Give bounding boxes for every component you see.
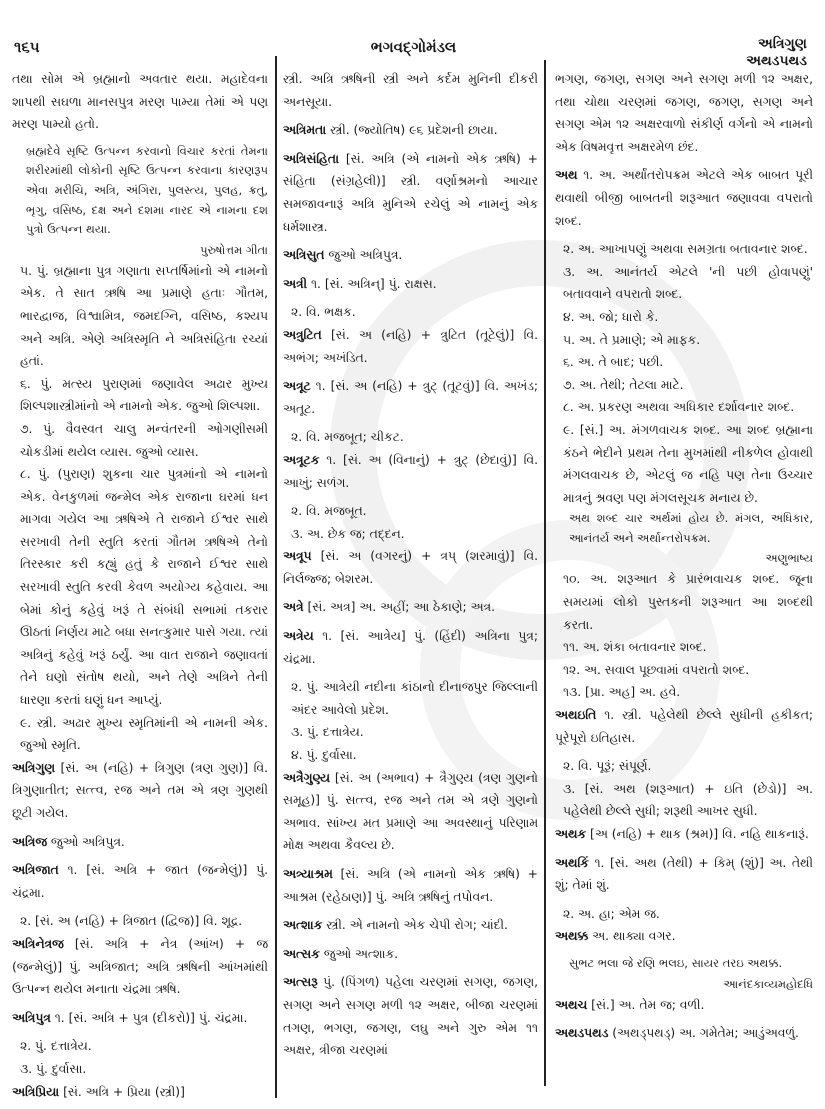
entry-headword: અત્રિગુણ — [12, 760, 56, 775]
entry-headword: અથક — [555, 827, 587, 841]
citation-quote: અથ શબ્દ ચાર અર્થમાં હોય છે. મંગલ, અધિકાર, આનંતર્ય અને અર્થાન્તરોપક્રમ. — [569, 511, 813, 545]
entry-definition: પું. (પિંગળ) પહેલા ચરણમાં સગણ, જગણ, સગણ અને સગણ મળી ૧૨ અક્ષર, બીજા ચરણમાં તગણ, ભગણ, જગણ, લઘુ અને ગુરુ એમ ૧૧ અક્ષર, ત્રીજા ચરણમાં — [283, 975, 538, 1058]
entry-headword: અત્સક — [283, 946, 320, 961]
entry-sense: ૯. [સં.] અ. મંગળવાચક શબ્દ. આ શબ્દ બ્રહ્માના કંઠને ભેદીને પ્રથમ તેના મુખમાંથી નીકળેલ હોવાથી મંગલવાચક છે, એટલું જ નહિ પણ તેના ઉચ્ચાર માત્રનું શ્રવણ પણ મંગલસૂચક મનાય છે. — [563, 422, 813, 505]
entry-headword: અત્રિસુત — [283, 248, 325, 263]
entry-headword: અત્રૂટ — [283, 379, 311, 394]
entry-sense: ૨. પું. આત્રેયી નદીના કાંઠાનો દીનાજપુર જિલ્લાની અંદર આવેલો પ્રદેશ. — [291, 680, 538, 717]
entry-sense: ૩. પું. દુર્વાસા. — [20, 1061, 87, 1076]
guide-word-last: અથડપથડ — [746, 53, 807, 69]
citation-source: અણુભાષ્ય — [765, 551, 813, 566]
entry-sense: ૮. અ. પ્રકરણ અથવા અધિકાર દર્શાવનાર શબ્દ. — [563, 400, 795, 415]
column-divider — [544, 60, 546, 1086]
entry-definition: સ્ત્રી. (જ્યોતિષ) ૯૬ પ્રદેશની છાયા. — [330, 123, 498, 138]
entry-sense: ૧૦. અ. શરૂઆત કે પ્રારંભવાચક શબ્દ. જૂના સમયમાં લોકો પુસ્તકની શરૂઆત આ શબ્દથી કરતા. — [563, 572, 813, 632]
entry-headword: અત્રિપ્રિયા — [12, 1084, 60, 1099]
entry-headword: અત્સરૂ — [283, 975, 318, 990]
entry-definition: ૧. [સં. અ (નહિ) + ત્રુટ્ (તૂટવું)] વિ. અખંડ; અતૂટ. — [283, 379, 538, 416]
entry-definition: [સં. અ (નહિ) + ત્રિગુણ (ત્રણ ગુણ)] વિ. ત્રિગુણાતીત; સત્ત્વ, રજ અને તમ એ ત્રણ ગુણથી છૂટી ગયેલ. — [12, 760, 268, 820]
entry-definition: જુઓ અત્રિપુત્ર. — [50, 834, 125, 849]
dictionary-entry — [555, 1022, 813, 1045]
entry-definition: ૧. [સં. અથ (તેથી) + કિમ્ (શું)] અ. તેથી શું; તેમાં શું. — [555, 855, 813, 893]
dictionary-entry — [555, 68, 813, 158]
entry-sense: ૩. પું. દત્તાત્રેય. — [291, 725, 364, 740]
citation-source: આનંદકાવ્યમહોદધિ — [723, 976, 813, 991]
entry-definition: [સં.] અ. તેમ જ; વળી. — [591, 997, 705, 1012]
entry-definition: ૧. અ. અર્થાંતરોપક્રમ એટલે એક બાબત પૂરી થવાથી બીજી બાબતની શરૂઆત જણાવવા વપરાતો શબ્દ. — [555, 168, 813, 228]
entry-headword: અત્રેય — [283, 629, 314, 644]
dictionary-entry — [555, 823, 813, 846]
citation-quote: સુભટ ભલા જે રણિ ભલઇ, સાયર તરઇ અથક્ક. — [569, 955, 783, 970]
entry-headword: અત્રૂટક — [283, 452, 320, 467]
entry-sense: ૧૧. અ. શંકા બતાવનાર શબ્દ. — [563, 640, 707, 655]
entry-sense: ૮. પું. (પુરાણ) શુકના ચાર પુત્રમાંનો એ નામનો એક. વેનકુળમાં જન્મેલ એક રાજાના ઘરમાં ધન માગવા ગયેલ આ ઋષિએ તે રાજાને ઈશ્વર સાથે સરખાવી તેની સ્તુતિ કરતાં ગૌતમ ઋષિએ તેનો તિરસ્કાર કરી કહ્યું હતું કે રાજાને ઈશ્વર સાથે સરખાવી સ્તુતિ કરવી કેવળ અયોગ્ય કહેવાય. આ બેમાં કોનું કહેવું ખરૂં તે સંબંધી સભામાં તકરાર ઊઠતાં નિર્ણય માટે બધા સનત્કુમાર પાસે ગયા. ત્યાં અત્રિનું કહેવું ખરૂં ઠર્યું. આ વાત રાજાને જણાવતાં તેને ઘણો સંતોષ થયો, અને તેણે અત્રિને તેની ધારણા કરતાં ઘણું ધન આપ્યું. — [20, 467, 268, 708]
entry-headword: અત્રિપુત્ર — [12, 1010, 51, 1025]
guide-word-first: અત્રિગુણ — [758, 36, 807, 52]
dictionary-entry — [555, 925, 813, 948]
entry-definition: અ. થાક્યા વગર. — [592, 929, 676, 944]
page-header — [12, 36, 815, 69]
entry-headword: અત્રિનેત્રજ — [12, 936, 64, 951]
entry-definition: [સં. અ (અભાવ) + ત્રૈગુણ્ય (ત્રણ ગુણનો સમૂહ)] પું. સત્ત્વ, રજ અને તમ એ ત્રણે ગુણનો અભાવ. સાંખ્ય મત પ્રમાણે આ અવસ્થાનું પરિણામ મોક્ષ અથવા કૈવલ્ય છે. — [283, 770, 538, 853]
entry-sense: ૨. [સં. અ (નહિ) + ત્રિજાત (દ્વિજ)] વિ. શૂદ્ર. — [20, 914, 243, 929]
entry-headword: અત્રુટિત — [283, 327, 322, 342]
entry-headword: અથઇતિ — [555, 708, 597, 723]
dictionary-entry — [283, 375, 538, 420]
entry-headword: અથડપથડ — [555, 1026, 609, 1041]
column-divider — [275, 56, 277, 1098]
entry-sense: ૩. [સં. અથ (શરૂઆત) + ઇતિ (છેડો)] અ. પહેલેથી છેલ્લે સુધી; શરૂથી આખર સુધી. — [563, 781, 813, 819]
dictionary-entry — [283, 943, 538, 966]
entry-headword: અથક્ક — [555, 929, 589, 944]
dictionary-entry — [12, 859, 268, 904]
dictionary-entry — [283, 244, 538, 267]
entry-headword: અત્રી — [283, 276, 308, 291]
entry-headword: અત્ર્યાશ્રમ — [283, 867, 333, 881]
entry-sense: ૭. અ. તેથી; તેટલા માટે. — [563, 377, 684, 392]
entry-definition: [અ (નહિ) + થાક (શ્રમ)] વિ. નહિ થાકનારૂં. — [590, 827, 809, 841]
citation-quote: બ્રહ્મદેવે સૃષ્ટિ ઉત્પન્ન કરવાનો વિચાર કરતાં તેમના શરીરમાંથી લોકોની સૃષ્ટિ ઉત્પન્ન કરવાના કારણરૂપ એવા મરીચિ, અત્રિ, અંગિરા, પુલસ્ત્ય, પુલહ, ક્રતુ, ભૃગુ, વસિષ્ઠ, દક્ષ અને દશમા નારદ એ નામના દશ પુત્રો ઉત્પન્ન થયા. — [26, 143, 268, 237]
column-3 — [555, 68, 813, 1051]
entry-definition: ૧. [સં. અત્રિન્] પું. રાક્ષસ. — [310, 276, 437, 291]
dictionary-entry — [555, 852, 813, 897]
dictionary-entry — [283, 767, 538, 857]
dictionary-entry — [555, 994, 813, 1017]
entry-headword: અથ — [555, 168, 578, 183]
entry-headword: અત્રૈગુણ્ય — [283, 770, 330, 785]
entry-sense: ૩. અ. આનંતર્ય એટલે 'ની પછી હોવાપણું' બતાવવાને વપરાતો શબ્દ. — [563, 264, 813, 302]
dictionary-entry — [555, 704, 813, 749]
dictionary-entry — [12, 831, 268, 854]
entry-sense: ૩. અ. છેક જ; તદ્દન. — [291, 526, 405, 541]
entry-sense: ૬. અ. તે બાદ; પછી. — [563, 355, 664, 370]
entry-sense: ૪. પું. દુર્વાસા. — [291, 748, 357, 763]
entry-definition: [સં. અ (વગરનું) + ત્રપ્ (શરમાવું)] વિ. નિર્લજ્જ; બેશરમ. — [283, 549, 538, 586]
dictionary-entry — [12, 757, 268, 825]
dictionary-entry — [12, 1081, 268, 1104]
entry-sense: ૧૨. અ. સવાલ પૂછવામાં વપરાતો શબ્દ. — [563, 662, 750, 677]
entry-headword: અત્રિજ — [12, 834, 47, 849]
entry-definition: તથા સોમ એ બ્રહ્માનો અવતાર થયા. મહાદેવના શાપથી સઘળા માનસપુત્ર મરણ પામ્યા તેમાં એ પણ મરણ પામ્યો હતો. — [12, 72, 268, 132]
entry-headword: અત્શાક — [283, 918, 323, 933]
entry-headword: અત્રે — [283, 600, 304, 615]
entry-definition: [સં. અત્રિ + પ્રિયા (સ્ત્રી)] — [63, 1084, 185, 1099]
entry-sense: ૨. વિ. મજબૂત; ચીકટ. — [291, 430, 404, 445]
column-1 — [12, 68, 268, 1109]
dictionary-entry — [283, 148, 538, 238]
entry-definition: જુઓ અત્રિપુત્ર. — [328, 248, 403, 263]
entry-headword: અત્રિમતા — [283, 123, 327, 138]
entry-definition: ૧. સ્ત્રી. પહેલેથી છેલ્લે સુધીની હકીકત; પૂરેપૂરો ઇતિહાસ. — [555, 708, 813, 745]
dictionary-entry — [283, 863, 538, 908]
guide-words — [746, 36, 807, 70]
dictionary-entry — [283, 273, 538, 296]
entry-headword: અત્રિજાત — [12, 863, 59, 878]
entry-sense: ૧૩. [પ્રા. અહ] અ. હવે. — [563, 685, 681, 700]
entry-definition: ૧. [સં. આત્રેય] પું. (હિંદી) અત્રિના પુત્ર; ચંદ્રમા. — [283, 629, 538, 666]
entry-headword: અથકિં — [555, 855, 589, 870]
dictionary-entry — [283, 625, 538, 670]
entry-definition: ૧. [સં. અત્રિ + જાત (જન્મેલું)] પું. ચંદ્રમા. — [12, 863, 269, 900]
entry-definition: ૧. [સં. અ (વિનાનું) + ત્રુટ્ (છેદાવું)] વિ. આખું; સળંગ. — [283, 452, 538, 490]
dictionary-entry — [12, 68, 268, 136]
entry-definition: [સં. અત્રિ + નેત્ર (આંખ) + જ (જન્મેલું)] પું. અત્રિજાત; અત્રિ ઋષિની આંખમાંથી ઉત્પન્ન થયેલ મનાતા ચંદ્રમા ઋષિ. — [12, 936, 268, 997]
dictionary-entry — [283, 545, 538, 590]
dictionary-entry — [283, 596, 538, 619]
entry-definition: સ્ત્રી. એ નામનો એક ચેપી રોગ; ચાંદી. — [326, 918, 508, 933]
entry-sense: ૯. સ્ત્રી. અઢાર મુખ્ય સ્મૃતિમાંની એ નામની એક. જુઓ સ્મૃતિ. — [20, 715, 268, 753]
column-2 — [283, 68, 538, 1068]
dictionary-entry — [283, 971, 538, 1061]
entry-sense: ૨. વિ. ભક્ષક. — [291, 305, 356, 320]
entry-sense: ૨. પું. દત્તાત્રેય. — [20, 1039, 92, 1054]
entry-definition: જુઓ અત્શાક. — [323, 946, 399, 961]
entry-sense: ૨. અ. આખાપણું અથવા સમગ્રતા બતાવનાર શબ્દ. — [563, 242, 808, 257]
entry-definition: [સં. અત્રિ (એ નામનો એક ઋષિ) + સંહિતા (સંગ્રહેલી)] સ્ત્રી. વર્ણાશ્રમનો આચાર સમજાવનારૂં અત્રિ મુનિએ રચેલું એ નામનું એક ધર્મશાસ્ત્ર. — [283, 151, 538, 234]
running-title: ભગવદ્ગોમંડલ — [370, 38, 457, 56]
dictionary-entry — [283, 324, 538, 369]
entry-definition: [સં. અત્રિ (એ નામનો એક ઋષિ) + આશ્રમ (રહેઠાણ)] પું. અત્રિ ઋષિનું તપોવન. — [283, 867, 538, 904]
page-number: ૧૬૫ — [14, 38, 40, 56]
dictionary-entry — [283, 914, 538, 937]
dictionary-entry — [12, 933, 268, 1001]
dictionary-entry — [283, 119, 538, 142]
entry-definition: ભગણ, જગણ, સગણ અને સગણ મળી ૧૨ અક્ષર, તથા ચોથા ચરણમાં જગણ, જગણ, સગણ અને સગણ એમ ૧૨ અક્ષરવાળો સંકીર્ણ વર્ગનો એ નામનો એક વિષમવૃત્ત અક્ષરમેળ છંદ. — [555, 72, 813, 154]
entry-sense: ૨. વિ. મજબૂત. — [291, 504, 367, 519]
dictionary-entry — [283, 68, 538, 113]
entry-sense: ૪. અ. જો; ધારો કે. — [563, 309, 659, 324]
entry-definition: [સં. અત્ર] અ. અહીં; આ ઠેકાણે; અત્ર. — [307, 600, 495, 615]
dictionary-entry — [12, 1007, 268, 1030]
entry-headword: અત્રૂપ — [283, 549, 312, 564]
dictionary-entry — [283, 449, 538, 494]
entry-sense: ૬. પું. મત્સ્ય પુરાણમાં જણાવેલ અઢાર મુખ્ય શિલ્પશાસ્ત્રીમાંનો એ નામનો એક. જુઓ શિલ્પશા. — [20, 376, 268, 414]
entry-definition: [સં. અ (નહિ) + ત્રુટિત (તૂટેલું)] વિ. અભંગ; અખંડિત. — [283, 327, 538, 365]
entry-sense: ૨. અ. હા; એમ જ. — [563, 906, 660, 921]
entry-definition: સ્ત્રી. અત્રિ ઋષિની સ્ત્રી અને કર્દમ મુનિની દીકરી અનસૂયા. — [283, 72, 538, 109]
entry-definition: (અથડ્પથડ્) અ. ગમેતેમ; આડુંઅવળું. — [612, 1026, 799, 1041]
entry-headword: અથચ — [555, 997, 588, 1012]
dictionary-entry — [555, 164, 813, 232]
entry-definition: ૧. [સં. અત્રિ + પુત્ર (દીકરો)] પું. ચંદ્રમા. — [54, 1010, 248, 1025]
entry-sense: ૨. વિ. પૂરૂં; સંપૂર્ણ. — [563, 759, 652, 774]
entry-headword: અત્રિસંહિતા — [283, 151, 339, 166]
entry-sense: ૫. પું. બ્રહ્માના પુત્ર ગણાતા સપ્તર્ષિમાંનો એ નામનો એક. તે સાત ઋષિ આ પ્રમાણે હતાઃ ગૌતમ, ભારદ્વાજ, વિશ્વામિત્ર, જમદગ્નિ, વસિષ્ઠ, કશ્યપ અને અત્રિ. એણે અત્રિસ્મૃતિ ને અત્રિસંહિતા રચ્યાં હતાં. — [20, 263, 268, 369]
entry-sense: ૫. અ. તે પ્રમાણે; એ માફક. — [563, 332, 701, 347]
entry-sense: ૭. પું. વૈવસ્વત ચાલુ મન્વંતરની ઓગણીસમી ચોકડીમાં થયેલ વ્યાસ. જુઓ વ્યાસ. — [20, 421, 268, 459]
citation-source: પુરુષોત્તમ ગીતા — [200, 242, 268, 257]
